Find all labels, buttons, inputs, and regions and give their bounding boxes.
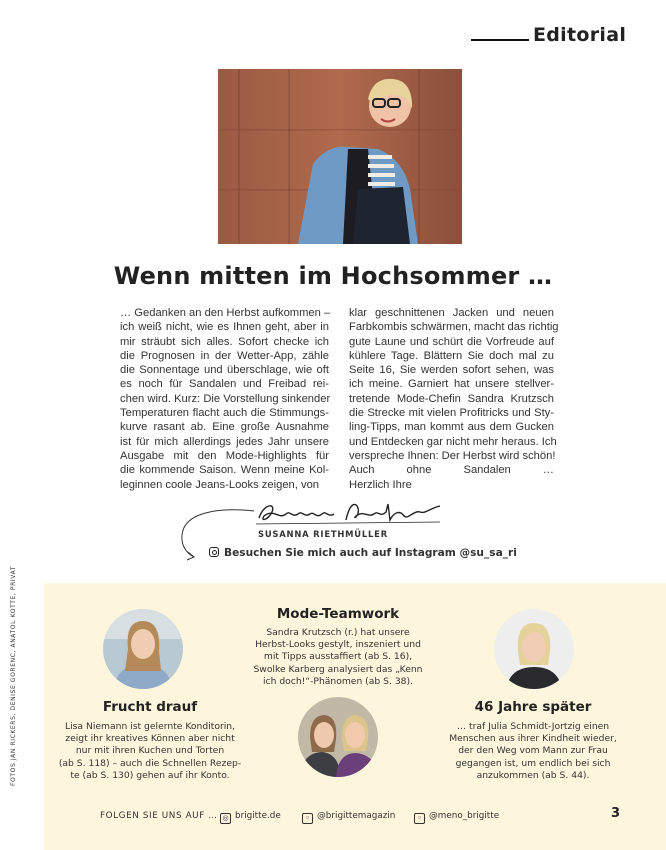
text-line: Auch ohne Sandalen …	[349, 464, 554, 477]
footer-follow-label: FOLGEN SIE UNS AUF …	[100, 811, 218, 821]
instagram-icon: ◦	[302, 813, 313, 824]
text-line: Sandra Krutzsch (r.) hat unsere	[266, 627, 410, 638]
text-line: te (ab S. 130) gehen auf ihr Konto.	[70, 769, 230, 781]
text-line: nur mit ihren Kuchen und Torten	[75, 745, 225, 757]
article-column-1	[120, 306, 329, 492]
text-line: Swolke Karberg analysiert das „Kenn	[253, 663, 423, 675]
text-line: leginnen coole Jeans-Looks zeigen, von	[120, 478, 320, 491]
footer-link-instagram[interactable]	[302, 811, 395, 824]
text-line: die Sonnentage und überschlage, wie oft	[120, 364, 329, 377]
page-number: 3	[611, 806, 621, 821]
text-line: kurve rasant ab. Eine große Ausnahme	[120, 421, 329, 434]
footer-link-instagram-text: @brigittemagazin	[317, 811, 396, 821]
text-line: ich weiß nicht, wie es Ihnen geht, aber in	[120, 321, 329, 334]
text-line: die kommende Saison. Wenn meine Kol-	[120, 464, 329, 477]
text-line: anzukommen (ab S. 44).	[476, 769, 590, 781]
instagram-text: Besuchen Sie mich auch auf Instagram @su_sa_ri	[224, 547, 517, 559]
text-line: … Gedanken an den Herbst aufkommen –	[120, 307, 331, 319]
text-line: es noch für Sandalen und Freibad rei-	[120, 378, 329, 391]
globe-icon: ◎	[220, 813, 231, 824]
footer-link-website[interactable]	[220, 811, 281, 824]
text-line: Farbkombis schwärmen, macht das richtig	[349, 321, 559, 334]
text-line: ich meine. Garniert hat unsere stellver-	[349, 378, 554, 391]
text-line: chen wird. Kurz: Die Vorstellung sinkender	[120, 392, 331, 405]
text-line: tretende Mode-Chefin Sandra Krutzsch	[349, 392, 554, 405]
portrait-julia-schmidt-jortzig	[494, 609, 574, 689]
footer-link-instagram-meno-text: @meno_brigitte	[429, 811, 500, 821]
text-line: … traf Julia Schmidt-Jortzig einen	[456, 721, 610, 732]
teaser-left-title: Frucht drauf	[102, 699, 198, 715]
handwritten-signature	[254, 498, 444, 528]
instagram-link[interactable]	[209, 547, 517, 559]
text-line: die Strecke mit vielen Profitricks und Sty-	[349, 407, 554, 420]
headline: Wenn mitten im Hochsommer …	[113, 262, 553, 290]
text-line: gegangen ist, um endlich bei sich	[455, 757, 611, 769]
photo-credit-text: FOTOS JAN RICKERS, DENISE GORENC, ANATOL KOTTE, PRIVAT	[10, 565, 17, 786]
hero-photo	[218, 69, 462, 244]
header-rule	[471, 39, 529, 41]
photo-credit	[10, 565, 22, 786]
text-line: Lisa Niemann ist gelernte Konditorin,	[64, 721, 236, 732]
portrait-lisa-niemann	[103, 609, 183, 689]
instagram-icon: ◦	[414, 813, 425, 824]
text-line: Seite 16, Sie werden sofort sehen, was	[349, 364, 554, 377]
footer-link-website-text: brigitte.de	[235, 811, 281, 821]
text-line: ist für mich allerdings jedes Jahr unsere	[120, 435, 329, 448]
text-line: und Entdecken gar nicht mehr heraus. Ich	[349, 435, 557, 448]
text-line: zeigt ihr kreatives Können aber nicht	[65, 733, 235, 745]
text-line: mir sträubt sich alles. Sofort checke ich	[120, 335, 329, 348]
text-line: gute Laune und schürt die Vorfreude auf	[349, 335, 554, 348]
text-line: Herbst-Looks gestylt, inszeniert und	[255, 639, 421, 651]
teaser-right-title: 46 Jahre später	[474, 699, 592, 715]
section-label: Editorial	[533, 24, 627, 46]
text-line: kühlere Tage. Blättern Sie doch mal zu	[349, 349, 554, 362]
teaser-center-title: Mode-Teamwork	[276, 606, 400, 622]
text-line: Herzlich Ihre	[349, 478, 412, 491]
article-column-2	[349, 306, 559, 492]
text-line: (ab S. 118) – auch die Schnellen Rezep-	[58, 757, 242, 769]
text-line: mit Tipps ausstaffiert (ab S. 16),	[263, 651, 413, 663]
teaser-center-text	[238, 627, 438, 688]
text-line: die Prognosen in der Wetter-App, zähle	[120, 349, 329, 362]
portrait-mode-team	[298, 697, 378, 777]
text-line: klar geschnittenen Jacken und neuen	[349, 307, 554, 319]
text-line: ich doch!“-Phänomen (ab S. 38).	[262, 675, 414, 687]
text-line: verspreche Ihnen: Der Herbst wird schön!	[349, 449, 556, 462]
text-line: Menschen aus ihrer Kindheit wieder,	[449, 733, 617, 745]
text-line: Ausgabe mit den Mode-Highlights für	[120, 449, 329, 462]
teaser-left-text	[50, 721, 250, 782]
footer-link-instagram-meno[interactable]	[414, 811, 499, 824]
instagram-icon	[209, 547, 219, 557]
text-line: Temperaturen flacht auch die Stimmungs-	[120, 407, 329, 420]
signature-name: SUSANNA RIETHMÜLLER	[258, 529, 388, 539]
text-line: der den Weg vom Mann zur Frau	[458, 745, 608, 757]
teaser-right-text	[433, 721, 633, 782]
text-line: ling-Tipps, man kommt aus dem Gucken	[349, 421, 554, 434]
